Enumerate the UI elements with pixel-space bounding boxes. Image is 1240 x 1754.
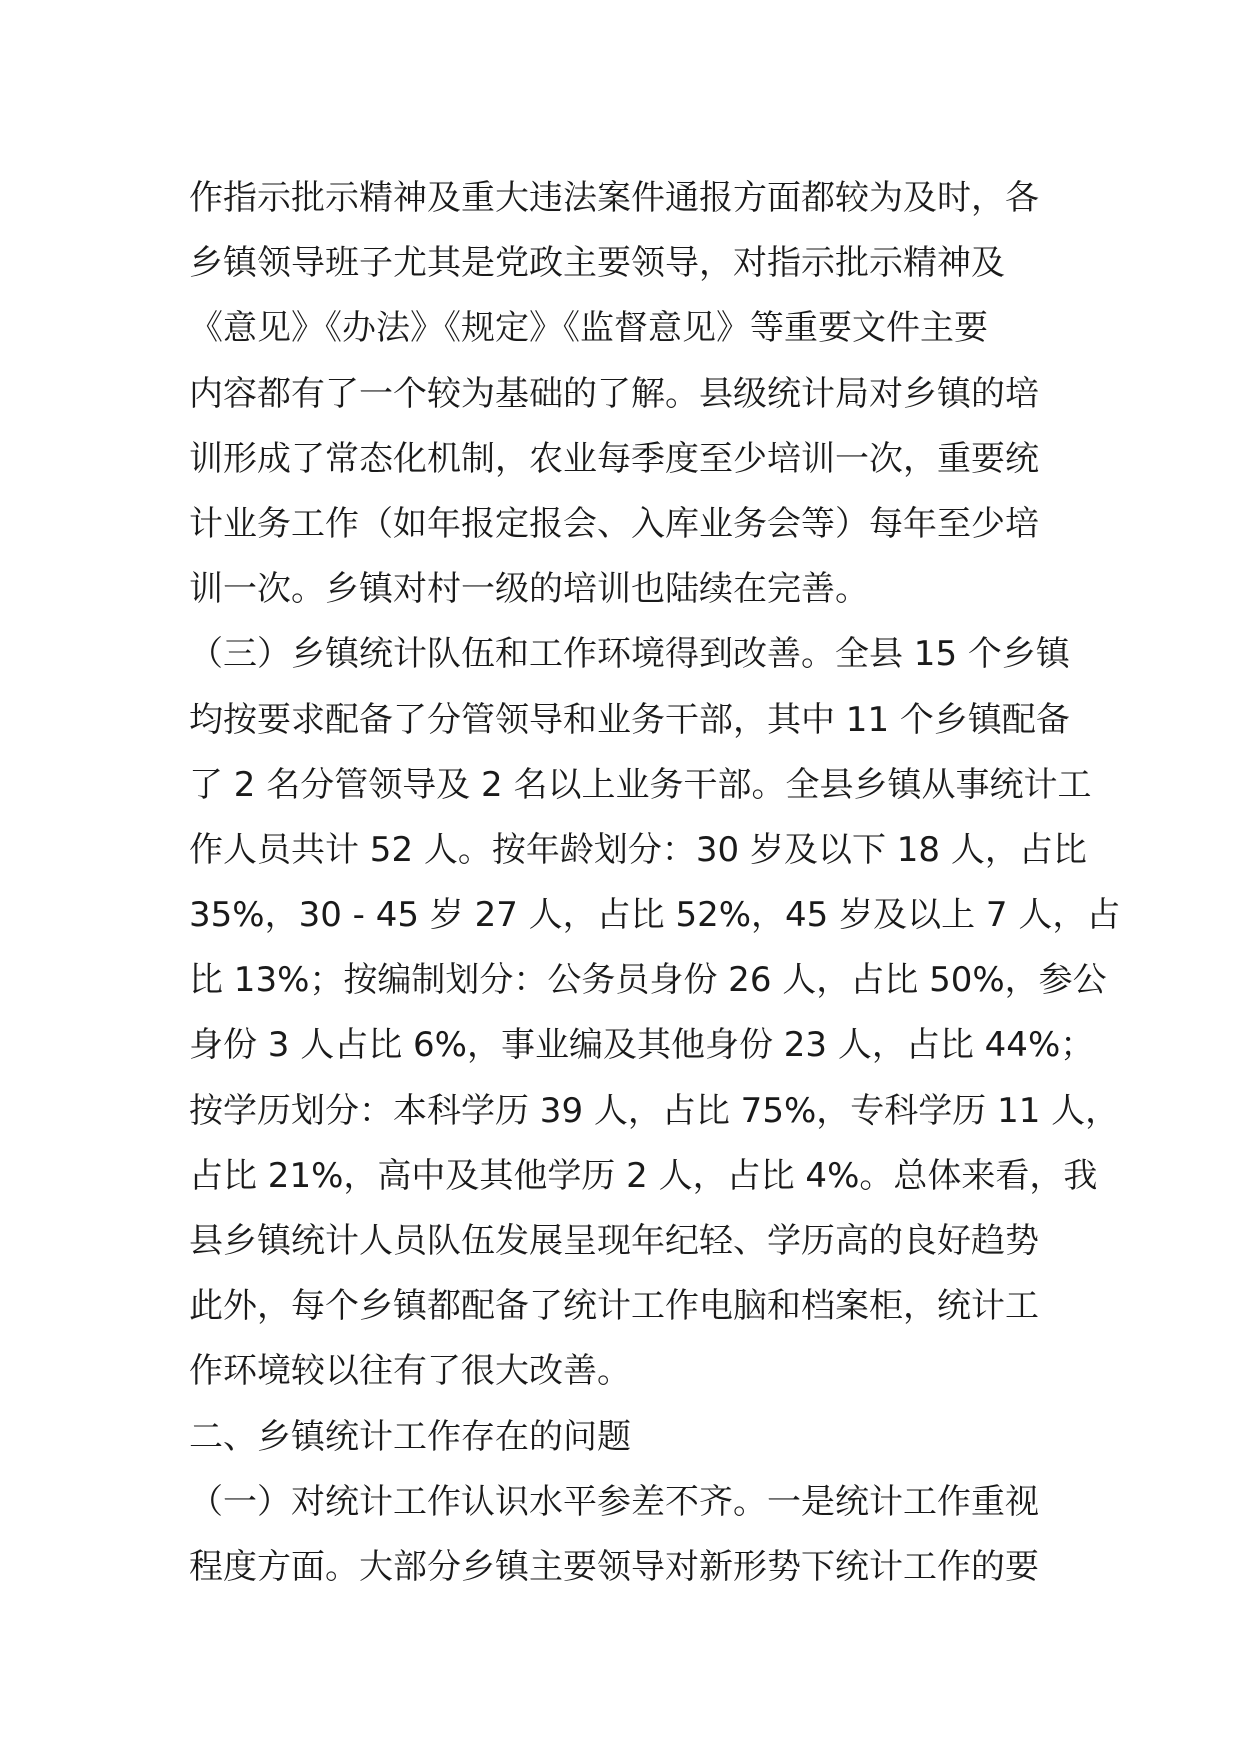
text-line: 训一次。乡镇对村一级的培训也陆续在完善。 (189, 569, 869, 610)
text-line: 按学历划分：本科学历 39 人，占比 75%，专科学历 11 人， (189, 1090, 1120, 1131)
text-line: 此外，每个乡镇都配备了统计工作电脑和档案柜，统计工 (189, 1286, 1039, 1327)
section-heading-line: （一）对统计工作认识水平参差不齐。一是统计工作重视 (189, 1481, 1039, 1522)
text-line: 训形成了常态化机制，农业每季度至少培训一次，重要统 (189, 438, 1039, 479)
chapter-heading: 二、乡镇统计工作存在的问题 (189, 1416, 631, 1457)
text-line: 均按要求配备了分管领导和业务干部，其中 11 个乡镇配备 (189, 699, 1070, 740)
text-line: 比 13%；按编制划分：公务员身份 26 人，占比 50%，参公 (189, 960, 1107, 1001)
text-line: 乡镇领导班子尤其是党政主要领导，对指示批示精神及 (189, 243, 1005, 284)
text-line: 身份 3 人占比 6%，事业编及其他身份 23 人，占比 44%； (189, 1025, 1095, 1066)
text-line: 作人员共计 52 人。按年龄划分：30 岁及以下 18 人，占比 (189, 829, 1087, 870)
text-line: 计业务工作（如年报定报会、入库业务会等）每年至少培 (189, 503, 1039, 544)
section-heading-line: （三）乡镇统计队伍和工作环境得到改善。全县 15 个乡镇 (189, 634, 1070, 675)
text-line: 35%，30 - 45 岁 27 人，占比 52%，45 岁及以上 7 人，占 (189, 895, 1121, 936)
text-line: 了 2 名分管领导及 2 名以上业务干部。全县乡镇从事统计工 (189, 764, 1092, 805)
text-line: 县乡镇统计人员队伍发展呈现年纪轻、学历高的良好趋势 (189, 1221, 1039, 1261)
text-line: 《意见》《办法》《规定》《监督意见》等重要文件主要 (189, 308, 988, 349)
text-line: 程度方面。大部分乡镇主要领导对新形势下统计工作的要 (189, 1546, 1039, 1587)
text-line: 内容都有了一个较为基础的了解。县级统计局对乡镇的培 (189, 373, 1039, 414)
text-line: 作指示批示精神及重大违法案件通报方面都较为及时，各 (189, 178, 1039, 218)
text-line: 作环境较以往有了很大改善。 (189, 1351, 631, 1392)
text-line: 占比 21%，高中及其他学历 2 人，占比 4%。总体来看，我 (189, 1155, 1098, 1196)
body-text (189, 166, 1121, 1600)
